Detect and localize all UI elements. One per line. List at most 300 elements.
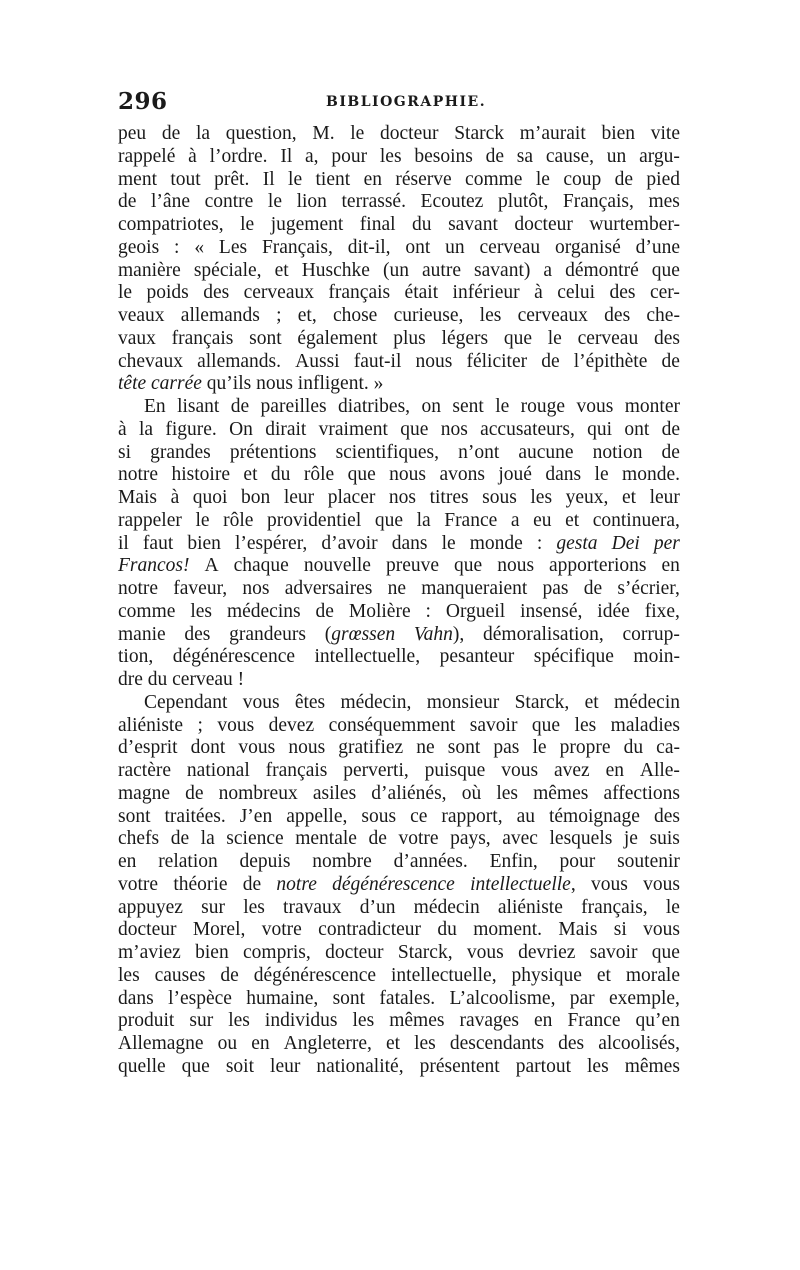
word: ( (324, 623, 332, 645)
word: faut-il (353, 350, 402, 372)
word: cerveaux (517, 305, 588, 326)
word: que (347, 464, 376, 486)
word: puisque (424, 760, 486, 781)
word (325, 624, 395, 647)
word: bon (241, 487, 271, 508)
word: insensé, (520, 600, 583, 622)
word: appelle, (286, 805, 348, 827)
word: autre (422, 259, 461, 281)
word: relation (158, 851, 218, 872)
word: poids (146, 282, 189, 304)
word: Il (280, 145, 293, 167)
word: si (118, 441, 132, 463)
word: bien (187, 532, 221, 554)
word: votre (398, 828, 439, 850)
word: organisé (555, 236, 621, 258)
word: mes (648, 191, 680, 213)
word: ne (416, 737, 435, 759)
word: de (485, 145, 505, 167)
word: du (437, 919, 457, 941)
word: titres (429, 487, 469, 508)
word: dégénérescence (172, 646, 296, 668)
word: et, (297, 305, 317, 326)
word: Starck (454, 123, 505, 144)
word: vous (466, 942, 504, 963)
word: Morel, (192, 919, 246, 941)
word: final (359, 214, 396, 235)
word: Alle- (639, 760, 680, 781)
word: ce (410, 805, 428, 827)
word: pesanteur (439, 646, 515, 668)
word: a (543, 259, 553, 281)
word: m’aviez (118, 942, 181, 963)
word: devriez (518, 942, 576, 963)
word: dégénérescence (253, 964, 377, 986)
word: pour (331, 145, 368, 167)
word: le (535, 168, 550, 190)
text-line (118, 123, 680, 146)
word: que (651, 259, 680, 281)
word: des (609, 282, 636, 304)
word: notion (592, 441, 643, 463)
word: geois (118, 236, 160, 258)
word: aliéniste (118, 714, 183, 736)
word: de (185, 782, 204, 804)
word: conséquemment (328, 714, 456, 736)
word: lesquels (549, 828, 613, 850)
word: En (144, 396, 166, 417)
word: France (567, 1010, 621, 1032)
text-line (118, 305, 680, 328)
word: corrup- (622, 623, 680, 645)
word: argu- (639, 145, 680, 167)
word: sous (361, 805, 397, 827)
word: manie (118, 623, 166, 645)
word: inférieur (452, 282, 520, 304)
word: contre (204, 191, 254, 213)
word: les (228, 1010, 250, 1032)
word: Mais (118, 487, 157, 508)
word: tion, (118, 646, 154, 668)
word: Orgueil (445, 600, 506, 622)
text-line (118, 806, 680, 829)
word: le (267, 191, 282, 213)
word: rappeler (118, 509, 182, 531)
word: en (534, 1010, 553, 1032)
word: qu’en (635, 1010, 680, 1032)
word: grœssen (331, 623, 396, 645)
word: et (621, 487, 637, 508)
word: , (570, 873, 576, 895)
word: vraiment (318, 418, 388, 440)
word: s’écrier, (617, 578, 680, 599)
word: en (605, 760, 624, 781)
text-line (118, 464, 680, 487)
word: produit (118, 1010, 175, 1032)
word: pour (559, 851, 596, 872)
word: l’âne (151, 191, 190, 213)
word: compris, (243, 942, 311, 963)
word: quelle (118, 1055, 166, 1077)
word: Starck, (514, 691, 570, 713)
word: les (414, 1033, 436, 1054)
word: fixe, (644, 600, 680, 622)
word: morale (625, 964, 680, 986)
word: sur (201, 896, 225, 918)
word: providentiel (267, 509, 362, 531)
word: travaux (283, 896, 342, 918)
word: soutenir (617, 851, 680, 872)
word: cerveaux (243, 282, 314, 304)
word: mêmes (533, 782, 589, 804)
word: monde. (622, 464, 680, 486)
word: docteur (380, 123, 439, 144)
word: ne (387, 578, 406, 599)
word: Français, (562, 191, 634, 213)
word: docteur (325, 942, 384, 963)
word: l’épithète (573, 350, 648, 372)
word: moment. (473, 919, 543, 941)
word: scientifiques, (335, 441, 439, 463)
word: l’ordre. (209, 145, 268, 167)
word: d’années. (393, 851, 468, 872)
word: ment (118, 168, 157, 190)
word: faveur, (173, 578, 228, 599)
text-line (118, 373, 680, 396)
word: tout (170, 168, 201, 190)
word: que (400, 418, 429, 440)
word: féliciter (466, 350, 528, 372)
text-line (118, 919, 680, 942)
word: : (174, 236, 180, 258)
word: qui (587, 418, 613, 440)
word: Mais (558, 919, 598, 941)
word: à (118, 418, 127, 440)
word: figure. (165, 418, 217, 440)
word: partout (515, 1055, 571, 1077)
word: un (606, 145, 627, 167)
word: les (118, 964, 140, 986)
word: appuyez (118, 896, 183, 918)
word: sent (452, 396, 484, 417)
word: Enfin, (489, 851, 538, 872)
word: France (444, 509, 498, 531)
word: physique (511, 964, 582, 986)
text-line (118, 328, 680, 351)
word: nous (288, 737, 326, 759)
text-line (118, 988, 680, 1011)
word: M. (312, 123, 335, 144)
word: Huschke (301, 259, 370, 281)
running-head: BIBLIOGRAPHIE. (326, 94, 487, 110)
word: ont (405, 236, 431, 258)
word: compatriotes, (118, 214, 224, 235)
word: le (288, 168, 303, 190)
word: la (416, 509, 431, 531)
word: ractère (118, 760, 172, 781)
word: de (661, 441, 680, 463)
word: dans (391, 532, 428, 554)
word: question, (225, 123, 297, 144)
word: que (454, 555, 483, 577)
word: présentent (419, 1055, 500, 1077)
text-line (118, 669, 680, 692)
word: humaine, (246, 987, 319, 1009)
text-line (118, 1056, 680, 1079)
word: grandes (150, 441, 211, 463)
word: que (651, 942, 680, 963)
word: d’aliénés, (371, 782, 447, 804)
word: l’espèce (168, 987, 232, 1009)
word: on (421, 396, 441, 417)
text-line (118, 487, 680, 510)
word: intellectuelle, (314, 646, 421, 668)
word: médecin (413, 896, 480, 918)
word: Starck, (397, 942, 453, 963)
word: était (404, 282, 439, 304)
word: en (363, 168, 382, 190)
word: par (569, 987, 595, 1009)
word: les (479, 305, 502, 326)
word: lisant (177, 396, 220, 417)
word: adversaires (284, 578, 373, 599)
text-segment: tête carrée (118, 373, 202, 395)
word: docteur (514, 214, 573, 235)
word: de (242, 873, 262, 895)
word: je (623, 828, 638, 850)
word: coup (563, 168, 602, 190)
word: êtes (294, 691, 326, 713)
word: causes (154, 964, 206, 986)
word: vite (650, 123, 680, 144)
word: et (596, 964, 611, 986)
word: un (445, 236, 465, 258)
word: manqueraient (421, 578, 528, 599)
word: français, (581, 896, 648, 918)
word: « (194, 236, 205, 258)
word: Molière (348, 600, 411, 622)
word: aucune (518, 441, 574, 463)
word: comme (465, 168, 523, 190)
word: d’avoir (321, 532, 378, 554)
word: médecin, (340, 691, 412, 713)
word: de (583, 578, 603, 599)
word: depuis (239, 851, 291, 872)
word: leur (283, 487, 315, 508)
word: sont (332, 987, 366, 1009)
word: vaux (118, 327, 156, 349)
text-line (118, 783, 680, 806)
word: chefs (118, 828, 160, 850)
word: prétentions (229, 441, 317, 463)
word: de (170, 828, 190, 850)
word: gesta (556, 532, 598, 554)
word: diatribes, (338, 396, 411, 417)
word: nous (389, 464, 427, 486)
word: de (220, 964, 239, 986)
word: il (118, 532, 129, 554)
word: affections (603, 782, 680, 804)
word: ; (276, 305, 282, 326)
word: descendants (449, 1033, 545, 1054)
word: à (170, 487, 180, 508)
word: ou (217, 1033, 238, 1054)
word: médecins (226, 600, 301, 622)
text-line (118, 510, 680, 533)
word: et (274, 259, 289, 281)
word: tient (315, 168, 351, 190)
word: d’une (635, 236, 680, 258)
word: le (195, 509, 210, 531)
word: nombre (312, 851, 372, 872)
word: chevaux (118, 350, 183, 372)
word: individus (264, 1010, 338, 1032)
word: yeux, (565, 487, 609, 508)
word: de (230, 396, 250, 417)
word: Les (218, 236, 248, 258)
word: du (270, 464, 291, 486)
word: preuve (385, 555, 440, 577)
word (470, 874, 576, 897)
word: intellectuelle (470, 873, 571, 895)
word: le (495, 396, 510, 417)
word: vous (238, 737, 276, 759)
word: la (200, 828, 215, 850)
word: notre (118, 464, 159, 486)
word: démontré (565, 259, 639, 281)
word: pareilles (260, 396, 327, 417)
word: français (328, 282, 391, 304)
word: votre (261, 919, 302, 941)
word: de (661, 418, 680, 440)
word: peu (118, 123, 147, 144)
word: pays, (450, 828, 491, 850)
word: cerveau (577, 327, 639, 349)
word: Aussi (295, 350, 340, 372)
word: notre (118, 578, 159, 599)
word: fatales. (379, 987, 436, 1009)
word: science (226, 828, 284, 850)
word: rouge (520, 396, 566, 417)
word: asiles (312, 782, 357, 804)
word: nouvelle (303, 555, 371, 577)
word: sa (516, 145, 534, 167)
word: à (534, 282, 543, 304)
word: français (265, 760, 328, 781)
word: où (461, 782, 482, 804)
word: légers (441, 327, 489, 349)
word: vous (242, 691, 280, 713)
word: également (297, 327, 378, 349)
word: moin- (633, 646, 680, 668)
word: bien (195, 942, 229, 963)
word: les (587, 1055, 609, 1077)
word: le (350, 123, 365, 144)
word: des (203, 282, 230, 304)
word: (un (382, 259, 409, 281)
word: mêmes (389, 1010, 445, 1032)
word: savoir (469, 714, 518, 736)
word: vous (643, 873, 680, 895)
word: au (516, 805, 535, 827)
word: des (184, 623, 211, 645)
word: dont (190, 737, 226, 759)
word: leur (270, 1055, 301, 1077)
word: intellectuelle, (391, 964, 497, 986)
text-line (118, 760, 680, 783)
word: m’aurait (519, 123, 586, 144)
word: exemple, (609, 987, 680, 1009)
word: à (188, 145, 197, 167)
word: : (425, 600, 431, 622)
page-header (118, 88, 680, 118)
page-number: 296 (118, 88, 168, 115)
word: de (661, 350, 680, 372)
word: Ecoutez (420, 191, 484, 213)
word: savant) (474, 259, 531, 281)
word: bien (601, 123, 636, 144)
word: d’un (359, 896, 396, 918)
word: besoins (414, 145, 473, 167)
word: Il (262, 168, 275, 190)
word: manière (118, 259, 181, 281)
word: plus (393, 327, 426, 349)
text-line (118, 692, 680, 715)
word: les (352, 1010, 375, 1032)
word: Cependant (144, 691, 228, 713)
word: nos (388, 487, 417, 508)
text-line (118, 715, 680, 738)
word: prêt. (214, 168, 250, 190)
word: vous (590, 873, 628, 895)
word: la (138, 418, 154, 440)
word: quoi (192, 487, 228, 508)
text-line (118, 942, 680, 965)
word: du (623, 737, 644, 759)
word: que (374, 509, 403, 531)
word: Dei (611, 532, 640, 554)
word: maladies (610, 714, 680, 736)
word: des (653, 805, 680, 827)
word: a (510, 509, 520, 531)
word: sous (482, 487, 517, 508)
word: rapport, (441, 805, 503, 827)
word: et (584, 691, 599, 713)
word: veaux (118, 305, 165, 326)
word: pas (493, 737, 520, 759)
text-line (118, 965, 680, 988)
text-line (118, 1033, 680, 1056)
text-line (118, 737, 680, 760)
word: n’ont (458, 441, 500, 463)
word: savoir (589, 942, 638, 963)
word: vous (643, 919, 680, 941)
text-line (118, 191, 680, 214)
word: L’alcoolisme, (449, 987, 556, 1009)
word: allemands. (197, 350, 282, 372)
word: avons (439, 464, 485, 486)
word: ), (452, 623, 465, 645)
word: mêmes (624, 1055, 680, 1077)
word: français (171, 327, 234, 349)
word: aliéniste (497, 896, 563, 918)
word: sont (249, 327, 282, 349)
word: lion (296, 191, 327, 213)
word: Angleterre, (283, 1033, 372, 1054)
word: de (614, 168, 634, 190)
word: le (547, 327, 562, 349)
word: l’espérer, (234, 532, 308, 554)
